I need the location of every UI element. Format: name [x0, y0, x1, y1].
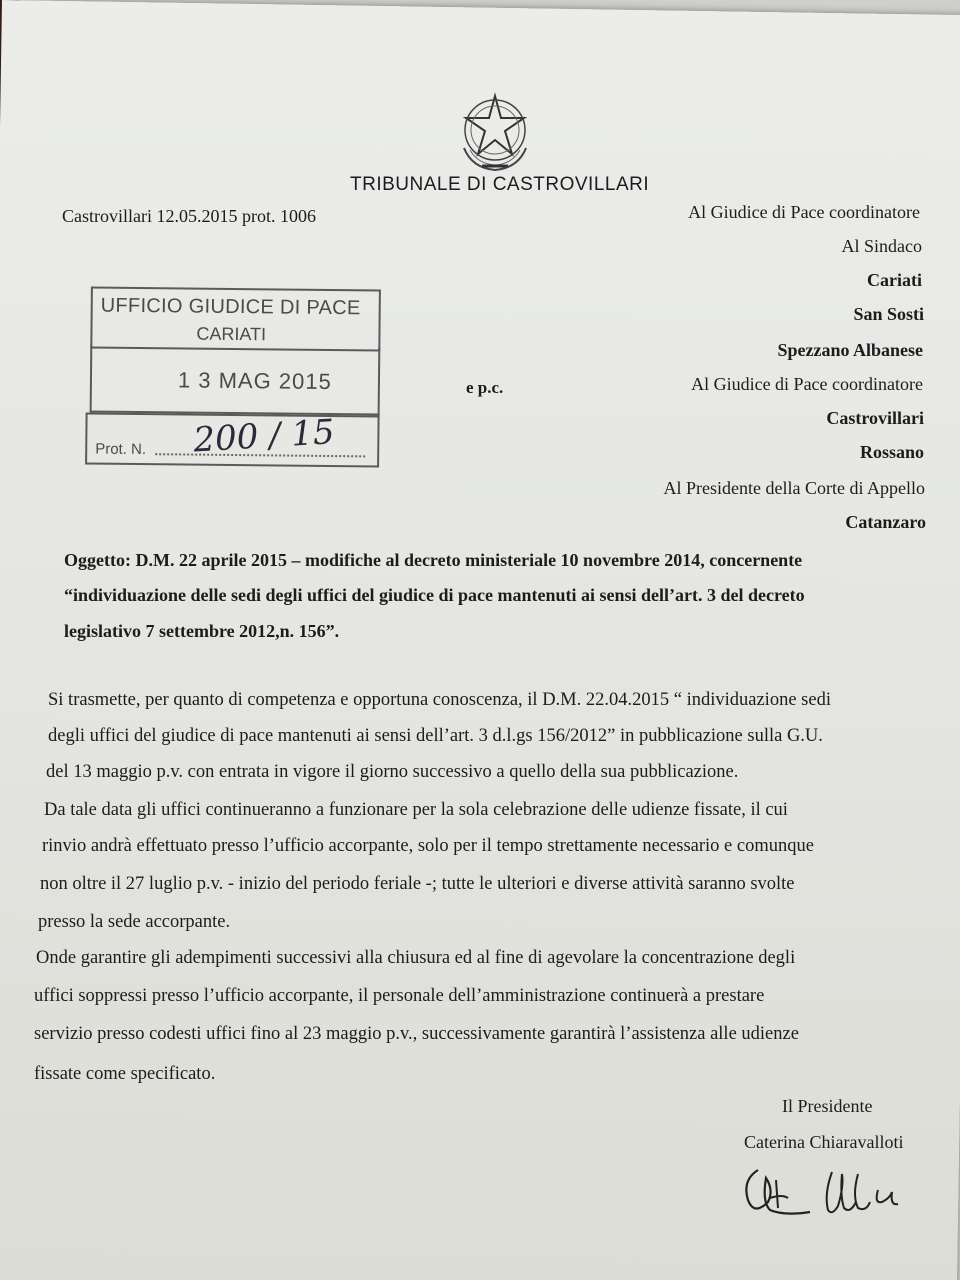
body-line: degli uffici del giudice di pace mantenuti ai sensi dell’art. 3 d.l.gs 156/2012” in pubblicazione sulla G.U.: [48, 726, 823, 746]
handwritten-signature: [740, 1150, 940, 1230]
recipient-line: Spezzano Albanese: [777, 340, 923, 360]
signatory-name: Caterina Chiaravalloti: [744, 1132, 904, 1152]
recipient-line: Al Sindaco: [841, 236, 922, 256]
stamp-protocol-label: Prot. N.: [95, 440, 147, 459]
body-line: fissate come specificato.: [34, 1064, 216, 1084]
body-line: rinvio andrà effettuato presso l’ufficio accorpante, solo per il tempo strettamente necessario e comunque: [42, 836, 814, 856]
recipient-line: San Sosti: [853, 304, 924, 324]
body-line: del 13 maggio p.v. con entrata in vigore il giorno successivo a quello della sua pubblicazione.: [46, 762, 739, 782]
body-line: presso la sede accorpante.: [38, 912, 231, 932]
recipient-line: Cariati: [867, 270, 922, 290]
stamp-date: 1 3 MAG 2015: [177, 367, 332, 395]
recipient-line: Catanzaro: [845, 512, 926, 532]
subject-line: Oggetto: D.M. 22 aprile 2015 – modifiche al decreto ministeriale 10 novembre 2014, concernente: [64, 550, 803, 570]
stamp-protocol-number: 200 / 15: [192, 412, 336, 461]
recipient-line: Castrovillari: [826, 408, 924, 428]
body-line: non oltre il 27 luglio p.v. - inizio del periodo feriale -; tutte le ulteriori e diverse attività saranno svolte: [40, 874, 795, 894]
stamp-location: CARIATI: [196, 323, 267, 345]
body-line: Da tale data gli uffici continueranno a funzionare per la sola celebrazione delle udienze fissate, il cui: [44, 800, 788, 820]
subject-line: legislativo 7 settembre 2012,n. 156”.: [64, 621, 340, 641]
recipient-line: Al Giudice di Pace coordinatore: [691, 374, 923, 394]
page-title: TRIBUNALE DI CASTROVILLARI: [350, 174, 650, 195]
body-line: Onde garantire gli adempimenti successivi alla chiusura ed al fine di agevolare la concentrazione degli: [36, 948, 796, 968]
reception-stamp: [85, 286, 383, 467]
recipient-line: Al Presidente della Corte di Appello: [663, 478, 925, 498]
subject-line: “individuazione delle sedi degli uffici del giudice di pace mantenuti ai sensi dell’art. 3 del decreto: [64, 585, 805, 605]
body-line: uffici soppressi presso l’ufficio accorpante, il personale dell’amministrazione continuerà a prestare: [34, 986, 765, 1006]
recipient-line: Al Giudice di Pace coordinatore: [688, 202, 920, 222]
place-date-protocol: Castrovillari 12.05.2015 prot. 1006: [62, 206, 316, 226]
epc-label: e p.c.: [466, 378, 504, 397]
signatory-role: Il Presidente: [782, 1096, 873, 1116]
body-line: servizio presso codesti uffici fino al 23 maggio p.v., successivamente garantirà l’assistenza alle udienze: [34, 1024, 799, 1044]
recipient-line: Rossano: [859, 442, 924, 462]
body-line: Si trasmette, per quanto di competenza e opportuna conoscenza, il D.M. 22.04.2015 “ individuazione sedi: [48, 690, 831, 710]
italian-republic-emblem-icon: [452, 88, 538, 174]
stamp-office: UFFICIO GIUDICE DI PACE: [100, 294, 361, 320]
